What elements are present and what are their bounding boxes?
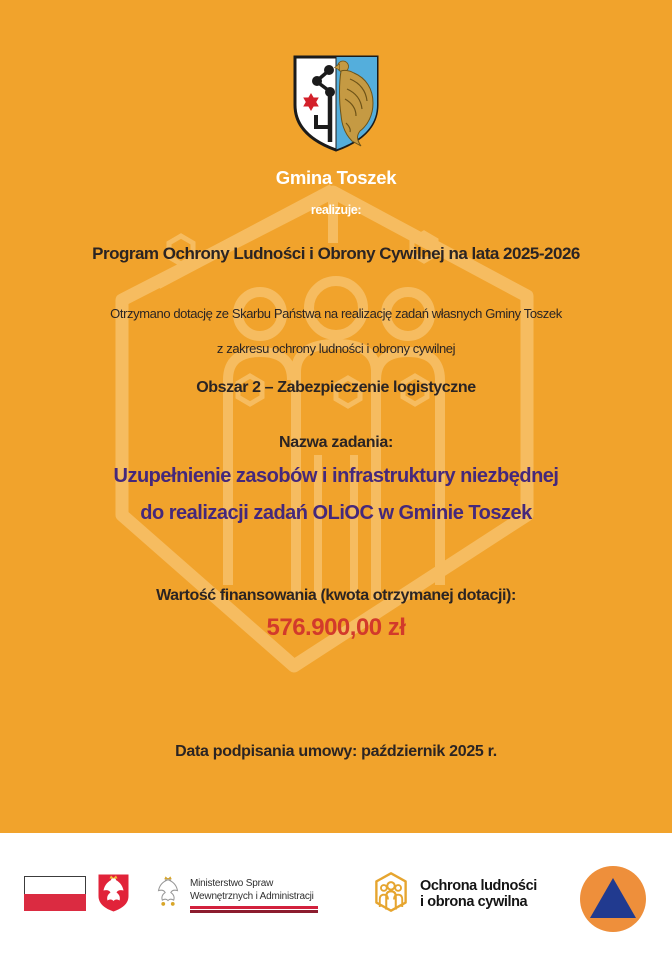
flag-white-stripe <box>24 876 86 894</box>
footer <box>0 833 672 953</box>
mswia-name-line2: Wewnętrznych i Administracji <box>190 890 314 902</box>
area-title: Obszar 2 – Zabezpieczenie logistyczne <box>196 379 476 396</box>
grant-description-line1: Otrzymano dotację ze Skarbu Państwa na realizację zadań własnych Gminy Toszek <box>110 306 562 321</box>
civil-defense-triangle-roundel-icon <box>580 866 646 932</box>
funding-label: Wartość finansowania (kwota otrzymanej dotacji): <box>156 587 516 604</box>
toszek-coat-of-arms-icon <box>290 53 382 154</box>
task-name-line1: Uzupełnienie zasobów i infrastruktury niezbędnej <box>113 465 559 487</box>
olc-name-line1: Ochrona ludności <box>420 878 537 894</box>
mswia-red-bar <box>190 906 318 909</box>
program-title: Program Ochrony Ludności i Obrony Cywilnej na lata 2025-2026 <box>92 244 580 263</box>
signing-date: Data podpisania umowy: październik 2025 r. <box>175 743 497 760</box>
poland-flag-icon <box>24 876 86 911</box>
hexagon-people-icon <box>374 871 408 913</box>
funding-amount: 576.900,00 zł <box>266 614 406 641</box>
mswia-dark-red-bar <box>190 910 318 913</box>
mswia-eagle-icon <box>152 874 184 912</box>
mswia-logo <box>152 872 318 913</box>
task-label: Nazwa zadania: <box>278 434 394 451</box>
mswia-name-line1: Ministerstwo Spraw <box>190 878 274 889</box>
realizes-label: realizuje: <box>310 203 362 217</box>
poland-coat-of-arms-icon <box>97 873 130 913</box>
olc-name-line2: i obrona cywilna <box>420 894 528 910</box>
flag-red-stripe <box>24 894 86 912</box>
civil-protection-logo <box>374 871 537 913</box>
task-name-line2: do realizacji zadań OLiOC w Gminie Toszek <box>140 502 532 524</box>
grant-description-line2: z zakresu ochrony ludności i obrony cywilnej <box>216 341 456 356</box>
blue-triangle-icon <box>590 878 636 918</box>
municipality-name: Gmina Toszek <box>275 167 397 188</box>
